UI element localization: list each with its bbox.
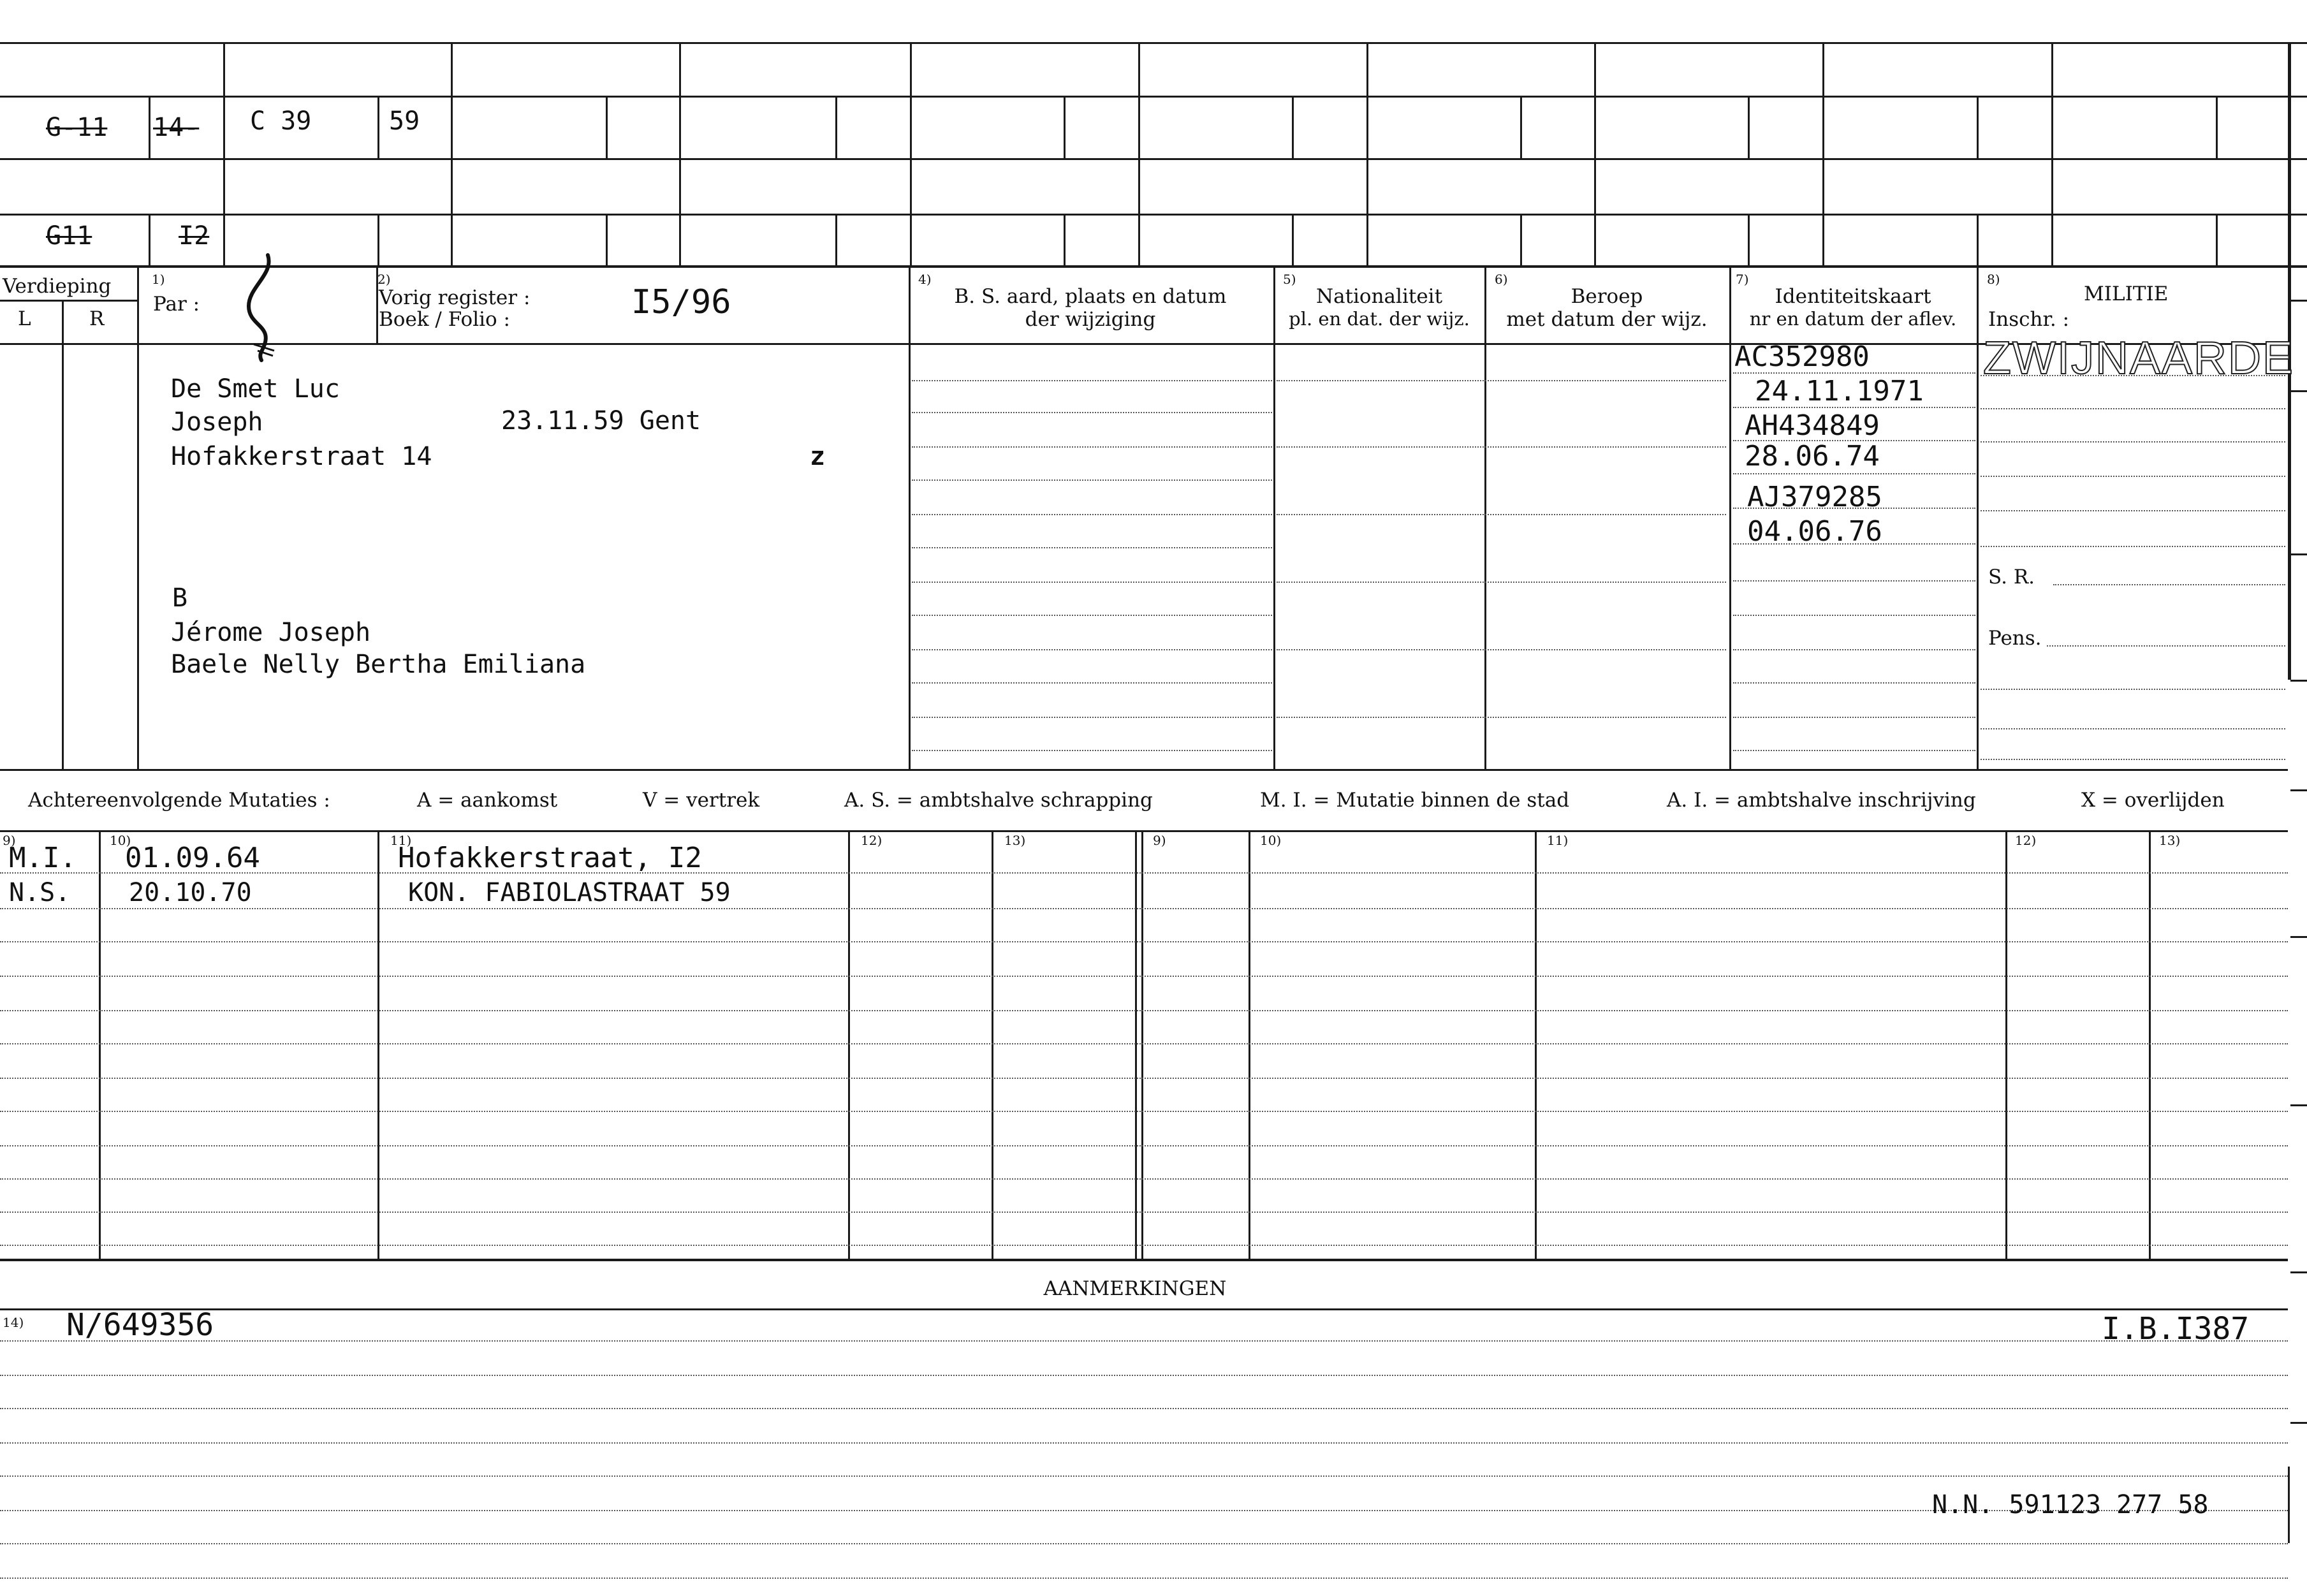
remarks-dotted — [0, 1408, 2288, 1409]
edge-tick — [2290, 789, 2307, 791]
register-value: I5/96 — [631, 283, 731, 321]
col-line-par — [137, 267, 139, 770]
id-dotted — [1733, 717, 1975, 718]
note-8: 8) — [1987, 272, 2000, 287]
grid-sub-line — [835, 96, 837, 158]
mut-header-10: 10) — [110, 833, 131, 848]
col-line-l-r — [62, 300, 64, 770]
id-card-number-2: AH434849 — [1745, 409, 1880, 442]
code-row1-b: 14- — [153, 113, 200, 142]
person-name-line1: De Smet Luc — [171, 374, 340, 404]
person-address: Hofakkerstraat 14 — [171, 442, 432, 471]
header-nat-line2: pl. en dat. der wijz. — [1289, 308, 1470, 330]
mut-col-line — [2005, 830, 2007, 1260]
id-card-date-2: 28.06.74 — [1745, 440, 1880, 472]
bs-dotted — [912, 750, 1272, 751]
grid-col-line — [223, 42, 225, 267]
header-bs-line2: der wijziging — [1025, 308, 1156, 331]
bs-dotted — [912, 380, 1272, 381]
verdieping-sub-line — [0, 300, 137, 302]
mut-header-11: 11) — [390, 833, 412, 848]
mut-dotted — [0, 1043, 2288, 1044]
grid-bottom-line — [0, 265, 2307, 268]
mut-dotted — [0, 1212, 2288, 1213]
militie-pens-label: Pens. — [1988, 627, 2042, 650]
person-name-line2: Joseph — [171, 407, 263, 437]
bs-dotted — [912, 582, 1272, 583]
header-id-line2: nr en datum der aflev. — [1749, 308, 1957, 330]
legend-x: X = overlijden — [2081, 789, 2225, 812]
grid-sub-line — [1977, 214, 1979, 266]
grid-col-line — [1594, 42, 1596, 267]
grid-col-line — [1822, 42, 1824, 267]
nat-dotted — [1277, 514, 1726, 515]
grid-sub-line — [149, 214, 150, 266]
note-1: 1) — [152, 272, 165, 287]
person-mother: Baele Nelly Bertha Emiliana — [171, 650, 586, 679]
header-inschr: Inschr. : — [1988, 308, 2070, 331]
grid-sub-line — [1748, 214, 1750, 266]
mutation-2-date: 20.10.70 — [129, 878, 252, 907]
grid-sub-line — [1064, 214, 1066, 266]
mutation-2-code: N.S. — [9, 878, 71, 907]
grid-sub-line — [1292, 96, 1294, 158]
mut-dotted — [0, 1145, 2288, 1146]
person-father: Jérome Joseph — [171, 618, 371, 647]
mut-header-9: 9) — [3, 833, 16, 848]
person-category: B — [172, 583, 188, 613]
mutation-2-address: KON. FABIOLASTRAAT 59 — [408, 878, 731, 907]
col-line-id — [1729, 267, 1731, 770]
militie-sr-dotted — [2053, 584, 2285, 585]
nat-dotted — [1277, 582, 1726, 583]
grid-sub-line — [835, 214, 837, 266]
mutations-top-line — [0, 830, 2288, 832]
remarks-title: AANMERKINGEN — [1043, 1277, 1227, 1300]
grid-col-line — [910, 42, 912, 267]
legend-a: A = aankomst — [417, 789, 558, 812]
grid-sub-line — [1520, 214, 1522, 266]
col-line-beroep — [1484, 267, 1486, 770]
col-line-militie — [1977, 267, 1979, 770]
grid-sub-line — [149, 96, 150, 158]
person-birth: 23.11.59 Gent — [501, 406, 701, 436]
mut-header-12b: 12) — [2015, 833, 2037, 848]
nat-dotted — [1277, 446, 1726, 448]
mut-col-line — [1249, 830, 1250, 1260]
mutation-1-address: Hofakkerstraat, I2 — [398, 842, 702, 874]
grid-sub-line — [377, 214, 379, 266]
id-card-date-1: 24.11.1971 — [1755, 375, 1924, 407]
grid-sub-line — [606, 96, 608, 158]
grid-col-line — [2051, 42, 2053, 267]
legend-title: Achtereenvolgende Mutaties : — [28, 789, 330, 812]
header-l: L — [18, 307, 31, 330]
bs-dotted — [912, 717, 1272, 718]
header-verdieping: Verdieping — [3, 275, 112, 298]
top-edge-line — [0, 42, 2307, 44]
bs-dotted — [912, 682, 1272, 684]
header-bs-line1: B. S. aard, plaats en datum — [954, 285, 1227, 308]
grid-col-line — [1138, 42, 1140, 267]
code-row1-c: C 39 — [250, 106, 312, 136]
header-vorig-register: Vorig register : — [379, 286, 531, 309]
grid-sub-line — [606, 214, 608, 266]
grid-row-line — [0, 214, 2307, 216]
id-dotted — [1733, 750, 1975, 751]
note-4: 4) — [918, 272, 932, 287]
edge-tick — [2290, 936, 2307, 938]
mutation-1-date: 01.09.64 — [125, 842, 260, 874]
id-card-date-3: 04.06.76 — [1747, 515, 1882, 548]
mut-header-10b: 10) — [1260, 833, 1282, 848]
grid-sub-line — [377, 96, 379, 158]
grid-row-line — [0, 158, 2307, 160]
grid-row-line — [0, 96, 2307, 98]
legend-ai: A. I. = ambtshalve inschrijving — [1667, 789, 1976, 812]
note-14: 14) — [3, 1315, 24, 1330]
militie-pens-dotted — [2047, 645, 2285, 647]
remarks-dotted — [0, 1578, 2288, 1579]
nat-dotted — [1277, 649, 1726, 650]
mut-header-12: 12) — [861, 833, 883, 848]
grid-sub-line — [1292, 214, 1294, 266]
remarks-reference: N/649356 — [66, 1307, 214, 1343]
bs-dotted — [912, 547, 1272, 548]
mut-dotted — [0, 908, 2288, 909]
note-5: 5) — [1283, 272, 1296, 287]
id-card-number-1: AC352980 — [1734, 340, 1870, 373]
mut-header-13: 13) — [1004, 833, 1026, 848]
bs-dotted — [912, 514, 1272, 515]
mut-dotted — [0, 1178, 2288, 1180]
mut-col-line — [1141, 830, 1143, 1260]
grid-col-line — [451, 42, 453, 267]
code-row2-a: G11 — [46, 221, 92, 251]
legend-v: V = vertrek — [643, 789, 760, 812]
id-dotted — [1733, 615, 1975, 616]
mut-col-line — [377, 830, 379, 1260]
militie-dotted — [1981, 689, 2285, 690]
edge-tick — [2290, 300, 2307, 302]
bs-dotted — [912, 446, 1272, 448]
id-card-number-3: AJ379285 — [1747, 481, 1882, 513]
header-id-line1: Identiteitskaart — [1775, 285, 1931, 308]
header-r: R — [89, 307, 105, 330]
militie-dotted — [1981, 728, 2285, 729]
grid-col-line — [679, 42, 681, 267]
militie-dotted — [1981, 546, 2285, 547]
mut-col-line — [99, 830, 101, 1260]
remarks-dotted — [0, 1442, 2288, 1444]
remarks-ib: I.B.I387 — [2102, 1311, 2250, 1347]
mut-header-13b: 13) — [2159, 833, 2181, 848]
legend-as: A. S. = ambtshalve schrapping — [844, 789, 1153, 812]
grid-sub-line — [1977, 96, 1979, 158]
bs-dotted — [912, 412, 1272, 413]
header-par: Par : — [153, 293, 200, 316]
grid-col-line — [1366, 42, 1368, 267]
mut-col-line — [992, 830, 993, 1260]
mut-dotted — [0, 1078, 2288, 1079]
header-beroep-line1: Beroep — [1571, 285, 1643, 308]
code-row1-d: 59 — [389, 106, 420, 136]
mutations-bottom-line — [0, 1259, 2288, 1261]
remarks-nn: N.N. 591123 277 58 — [1932, 1490, 2209, 1519]
nat-dotted — [1277, 717, 1726, 718]
person-sex: z — [810, 442, 826, 471]
grid-sub-line — [2216, 96, 2218, 158]
militie-dotted — [1981, 408, 2285, 409]
header-boek-folio: Boek / Folio : — [379, 308, 510, 331]
militie-dotted — [1981, 510, 2285, 511]
bs-dotted — [912, 649, 1272, 650]
nat-dotted — [1277, 380, 1726, 381]
header-bottom-line — [0, 343, 2288, 345]
edge-tick — [2290, 1422, 2307, 1424]
remarks-dotted — [0, 1475, 2288, 1477]
grid-sub-line — [2216, 214, 2218, 266]
bs-dotted — [912, 480, 1272, 481]
mutation-1-code: M.I. — [9, 842, 77, 874]
mut-header-11b: 11) — [1547, 833, 1569, 848]
col-line-bs — [909, 267, 911, 770]
edge-segment — [2288, 1467, 2290, 1543]
bs-dotted — [912, 615, 1272, 616]
militie-dotted — [1981, 759, 2285, 760]
header-nat-line1: Nationaliteit — [1315, 285, 1443, 308]
col-line-nat — [1273, 267, 1275, 770]
signature-mark — [236, 249, 293, 370]
header-beroep-line2: met datum der wijz. — [1506, 308, 1708, 331]
remarks-line — [0, 1308, 2288, 1310]
mut-col-line — [1135, 830, 1137, 1260]
id-dotted — [1733, 649, 1975, 650]
header-militie: MILITIE — [2084, 282, 2169, 305]
note-7: 7) — [1736, 272, 1749, 287]
code-row2-b: I2 — [179, 221, 210, 251]
militie-dotted — [1981, 441, 2285, 443]
code-row1-a: G-11 — [46, 113, 108, 142]
mut-dotted — [0, 1111, 2288, 1112]
grid-sub-line — [1748, 96, 1750, 158]
grid-sub-line — [1520, 96, 1522, 158]
mut-col-line — [1535, 830, 1537, 1260]
militie-sr-label: S. R. — [1988, 566, 2035, 589]
grid-sub-line — [1064, 96, 1066, 158]
mut-dotted — [0, 976, 2288, 977]
mut-dotted — [0, 941, 2288, 942]
mut-dotted — [0, 1010, 2288, 1011]
body-bottom-line — [0, 769, 2288, 771]
note-2: 2) — [377, 272, 391, 287]
id-dotted — [1733, 473, 1975, 474]
remarks-dotted — [0, 1375, 2288, 1376]
militia-stamp: ZWIJNAARDE — [1983, 333, 2294, 384]
edge-tick — [2290, 390, 2307, 392]
edge-tick — [2290, 1104, 2307, 1106]
mut-col-line — [2149, 830, 2151, 1260]
legend-mi: M. I. = Mutatie binnen de stad — [1260, 789, 1570, 812]
mut-col-line — [848, 830, 850, 1260]
edge-tick — [2290, 680, 2307, 682]
remarks-dotted — [0, 1340, 2288, 1342]
id-dotted — [1733, 682, 1975, 684]
militie-dotted — [1981, 476, 2285, 477]
mut-dotted — [0, 872, 2288, 874]
note-6: 6) — [1495, 272, 1508, 287]
mut-dotted — [0, 1245, 2288, 1246]
id-dotted — [1733, 580, 1975, 582]
mut-header-9b: 9) — [1153, 833, 1166, 848]
edge-tick — [2290, 553, 2307, 555]
remarks-dotted — [0, 1543, 2288, 1544]
edge-tick — [2290, 1271, 2307, 1273]
